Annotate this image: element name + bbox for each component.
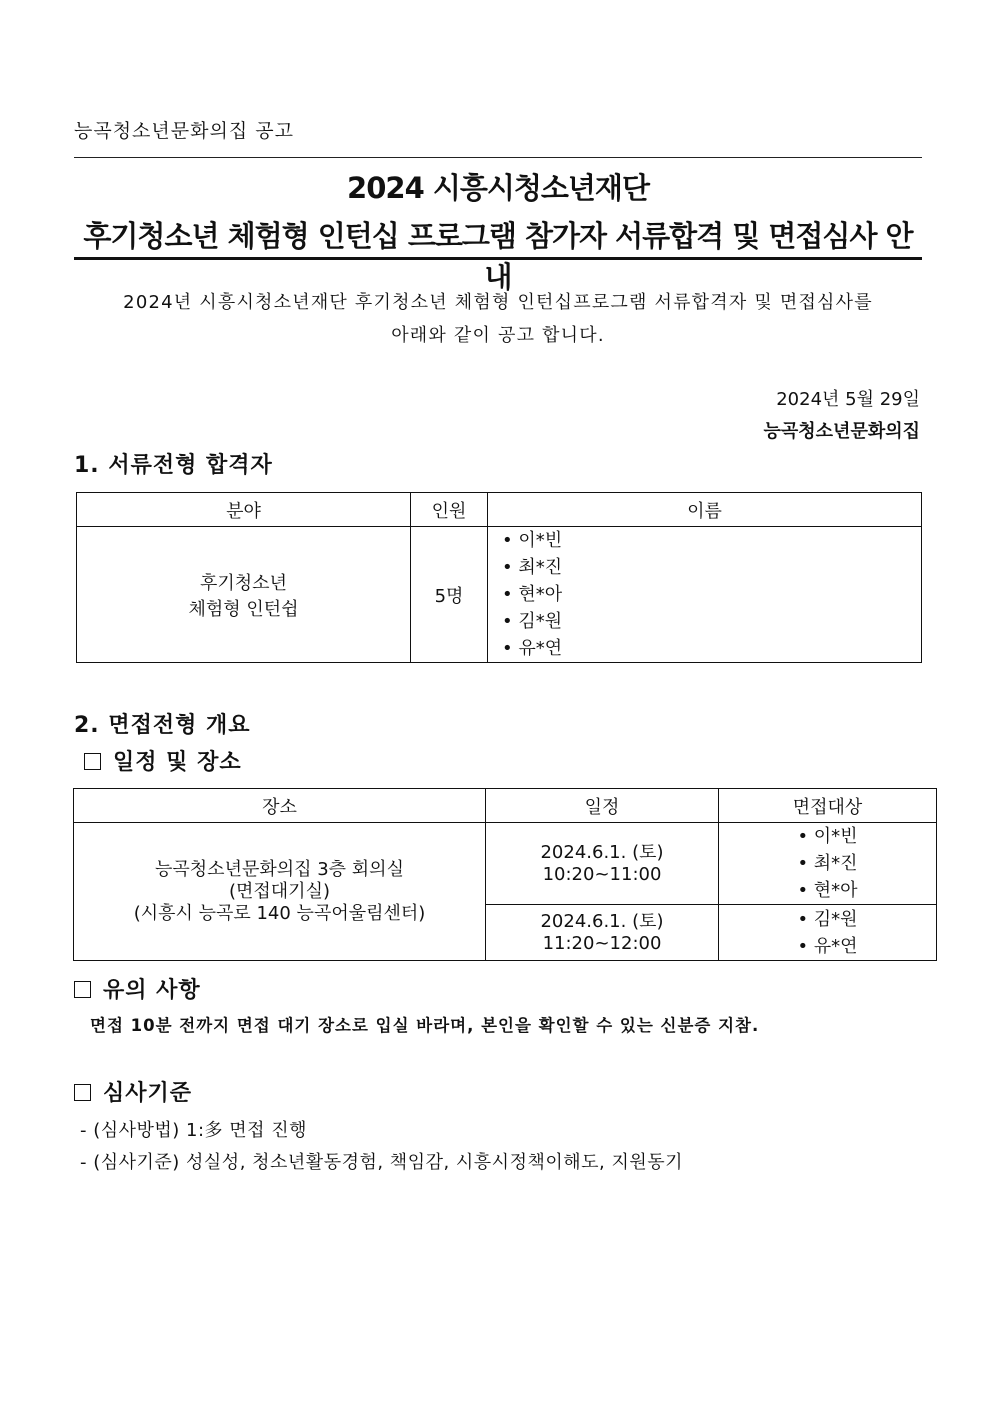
notes-text: 면접 10분 전까지 면접 대기 장소로 입실 바라며, 본인을 확인할 수 있는 신분증 지참. <box>90 1016 760 1035</box>
slot-2-schedule <box>486 905 719 961</box>
list-item: • 이*빈 <box>502 530 563 551</box>
field-cell <box>77 527 411 663</box>
section-1-heading: 1. 서류전형 합격자 <box>74 453 273 478</box>
checkbox-square-icon <box>84 753 101 770</box>
criteria-standards: - (심사기준) 성실성, 청소년활동경험, 책임감, 시흥시정책이해도, 지원동기 <box>80 1152 684 1173</box>
list-item: • 유*연 <box>502 638 563 659</box>
table-row <box>77 527 922 663</box>
checkbox-square-icon <box>74 1084 91 1101</box>
intro-line-2: 아래와 같이 공고 합니다. <box>391 325 605 346</box>
criteria-heading-text: 심사기준 <box>103 1081 193 1106</box>
title-line-2: 후기청소년 체험형 인턴십 프로그램 참가자 서류합격 및 면접심사 안내 <box>83 219 913 294</box>
list-item: • 최*진 <box>797 853 858 874</box>
column-header-schedule: 일정 <box>486 789 719 823</box>
slot-1-targets <box>719 823 937 905</box>
list-item: • 최*진 <box>502 557 563 578</box>
list-item: • 유*연 <box>797 935 858 957</box>
slot-2-time: 11:20~12:00 <box>542 932 662 954</box>
interview-schedule-table <box>73 788 937 961</box>
slot-1-time: 10:20~11:00 <box>542 863 662 885</box>
field-line-1: 후기청소년 <box>200 572 287 594</box>
column-header-targets: 면접대상 <box>719 789 937 823</box>
names-cell <box>488 527 922 663</box>
document-pass-table <box>76 492 922 663</box>
list-item: • 현*아 <box>797 880 858 901</box>
slot-2-targets <box>719 905 937 961</box>
column-header-names: 이름 <box>488 493 922 527</box>
place-line-3: (시흥시 능곡로 140 능곡어울림센터) <box>133 902 426 924</box>
list-item: • 이*빈 <box>797 826 858 847</box>
schedule-subheading-text: 일정 및 장소 <box>113 750 242 775</box>
column-header-place: 장소 <box>74 789 486 823</box>
list-item: • 김*원 <box>502 611 563 632</box>
slot-1-schedule <box>486 823 719 905</box>
place-line-2: (면접대기실) <box>229 880 330 902</box>
column-header-count: 인원 <box>411 493 488 527</box>
field-line-2: 체험형 인턴쉽 <box>188 598 299 620</box>
criteria-heading <box>74 1076 192 1107</box>
checkbox-square-icon <box>74 981 91 998</box>
list-item: • 현*아 <box>502 584 563 605</box>
issuing-organization: 능곡청소년문화의집 <box>763 421 920 442</box>
list-item: • 김*원 <box>797 908 858 930</box>
intro-line-1: 2024년 시흥시청소년재단 후기청소년 체험형 인턴십프로그램 서류합격자 및 면접심사를 <box>123 292 873 313</box>
count-cell: 5명 <box>411 527 488 663</box>
schedule-subheading <box>84 745 242 776</box>
section-2-heading: 2. 면접전형 개요 <box>74 713 251 738</box>
title-line-1: 2024 시흥시청소년재단 <box>347 171 649 205</box>
table-row <box>74 823 937 905</box>
title-divider <box>74 257 922 260</box>
place-cell <box>74 823 486 961</box>
criteria-method: - (심사방법) 1:多 면접 진행 <box>80 1120 308 1141</box>
slot-1-date: 2024.6.1. (토) <box>540 841 664 863</box>
slot-2-date: 2024.6.1. (토) <box>540 910 664 932</box>
top-divider <box>74 157 922 158</box>
notice-label: 능곡청소년문화의집 공고 <box>74 120 294 142</box>
notes-heading <box>74 973 201 1004</box>
column-header-field: 분야 <box>77 493 411 527</box>
notes-heading-text: 유의 사항 <box>103 978 201 1003</box>
notice-date: 2024년 5월 29일 <box>776 389 920 410</box>
place-line-1: 능곡청소년문화의집 3층 회의실 <box>155 858 404 880</box>
